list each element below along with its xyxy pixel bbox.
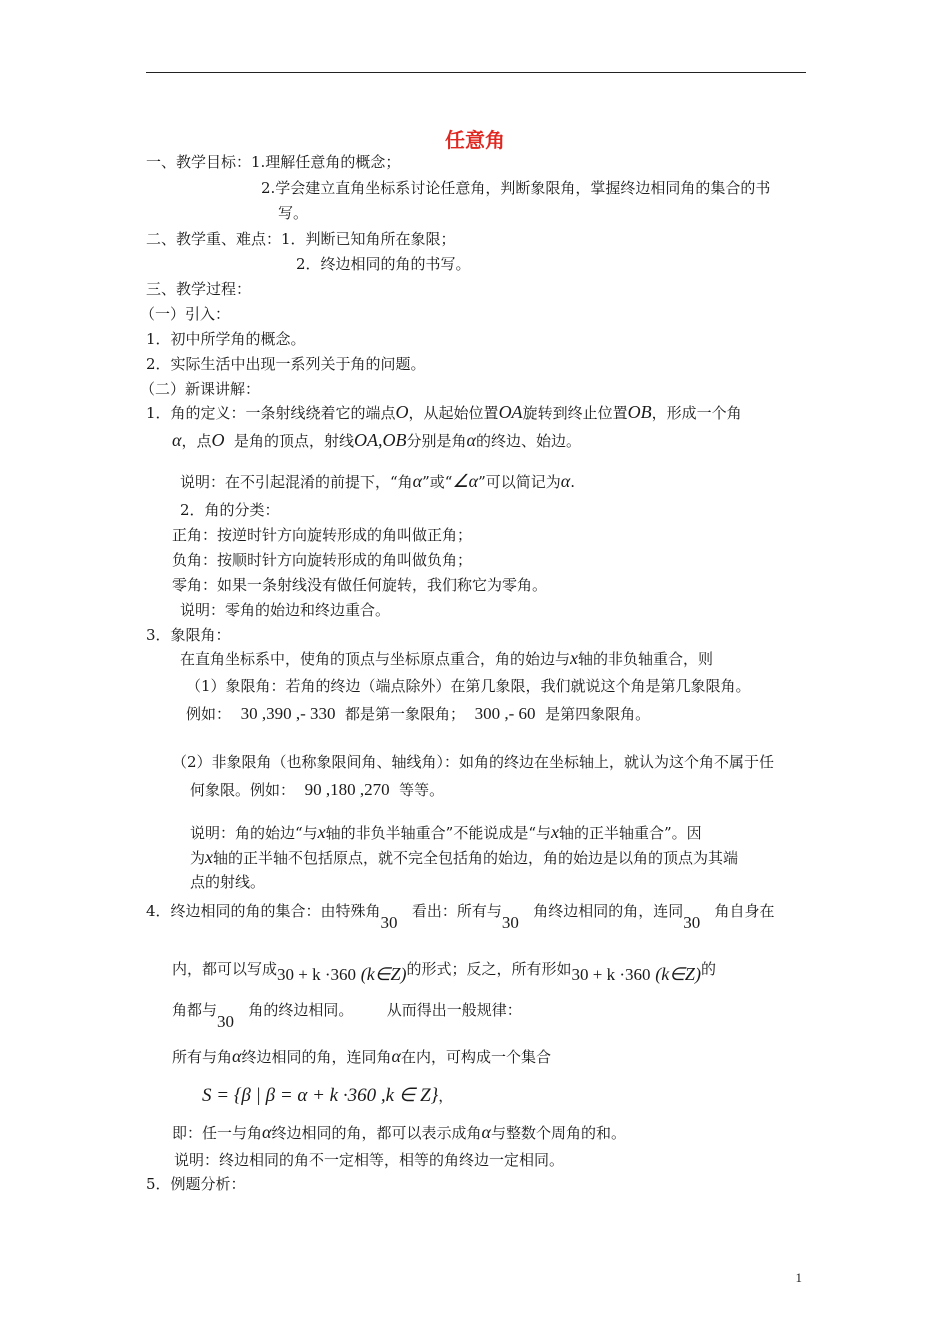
- coterminal-summary: 即：任一与角α终边相同的角，都可以表示成角α与整数个周角的和。: [172, 1122, 626, 1142]
- lecture-heading: （二）新课讲解：: [140, 380, 261, 398]
- coterminal-line-3: 角都与30 角的终边相同。 从而得出一般规律：: [172, 1001, 522, 1031]
- page-number: 1: [795, 1270, 802, 1285]
- zero-angle-note: 说明：零角的始边和终边重合。: [180, 601, 391, 619]
- ray-ob: OB: [627, 402, 652, 422]
- coterminal-line-4: 所有与角α终边相同的角，连同角α在内，可构成一个集合: [172, 1046, 551, 1066]
- header-rule: [146, 72, 806, 73]
- quadrant-note-3: 点的射线。: [190, 873, 266, 891]
- note-1: 说明：在不引起混淆的前提下，“角α”或“∠α”可以简记为α.: [180, 471, 575, 491]
- quadrant-note-1: 说明：角的始边“与x轴的非负半轴重合”不能说成是“与x轴的正半轴重合”。因: [190, 822, 702, 842]
- goals-line-1: 一、教学目标：1.理解任意角的概念；: [146, 153, 401, 171]
- definition-line-1: 1．角的定义：一条射线绕着它的端点O，从起始位置OA旋转到终止位置OB，形成一个角: [146, 402, 742, 422]
- quadrant-example: 例如： 30 ,390 ,- 330 都是第一象限角； 300 ,- 60 是第四象限角。: [186, 704, 651, 723]
- coterminal-set: S = {β | β = α + k ·360 ,k ∈ Z}，: [202, 1085, 454, 1106]
- point-o: O: [395, 402, 409, 422]
- zero-angle: 零角：如果一条射线没有做任何旋转，我们称它为零角。: [172, 576, 548, 594]
- positive-angle: 正角：按逆时针方向旋转形成的角叫做正角；: [172, 526, 473, 544]
- goals-line-2: 2.学会建立直角坐标系讨论任意角，判断象限角，掌握终边相同角的集合的书: [261, 179, 771, 197]
- quadrant-para-2: （1）象限角：若角的终边（端点除外）在第几象限，我们就说这个角是第几象限角。: [186, 677, 751, 695]
- keys-line-2: 2．终边相同的角的书写。: [296, 255, 471, 273]
- intro-heading: （一）引入：: [140, 305, 231, 323]
- negative-angle: 负角：按顺时针方向旋转形成的角叫做负角；: [172, 551, 473, 569]
- keys-line-1: 二、教学重、难点：1．判断已知角所在象限；: [146, 230, 456, 248]
- page-title: 任意角: [445, 128, 505, 152]
- non-quadrant-example: 何象限。例如： 90 ,180 ,270 等等。: [190, 780, 445, 799]
- ray-oa: OA: [498, 402, 523, 422]
- coterminal-note: 说明：终边相同的角不一定相等，相等的角终边一定相同。: [174, 1151, 565, 1169]
- quadrant-para-1: 在直角坐标系中，使角的顶点与坐标原点重合，角的始边与x轴的非负轴重合，则: [180, 648, 714, 668]
- coterminal-line-2: 内，都可以写成30 + k ·360 (k∈Z)的形式；反之，所有形如30 + k ·360 (k∈Z)的: [172, 960, 716, 984]
- goals-line-3: 写。: [278, 204, 309, 222]
- intro-item-2: 2．实际生活中出现一系列关于角的问题。: [146, 355, 426, 373]
- non-quadrant-para: （2）非象限角（也称象限间角、轴线角）：如角的终边在坐标轴上，就认为这个角不属于任: [172, 753, 775, 771]
- intro-item-1: 1．初中所学角的概念。: [146, 330, 306, 348]
- example-heading: 5．例题分析：: [146, 1175, 246, 1193]
- classify-heading: 2．角的分类：: [180, 501, 280, 519]
- process-heading: 三、教学过程：: [146, 280, 252, 298]
- definition-line-2: α，点O 是角的顶点，射线OA,OB分别是角α的终边、始边。: [172, 430, 582, 450]
- quadrant-heading: 3．象限角：: [146, 626, 231, 644]
- quadrant-note-2: 为x轴的正半轴不包括原点，就不完全包括角的始边，角的始边是以角的顶点为其端: [190, 847, 739, 867]
- coterminal-line-1: 4．终边相同的角的集合：由特殊角30 看出：所有与30 角终边相同的角，连同30 角自身在: [146, 902, 775, 932]
